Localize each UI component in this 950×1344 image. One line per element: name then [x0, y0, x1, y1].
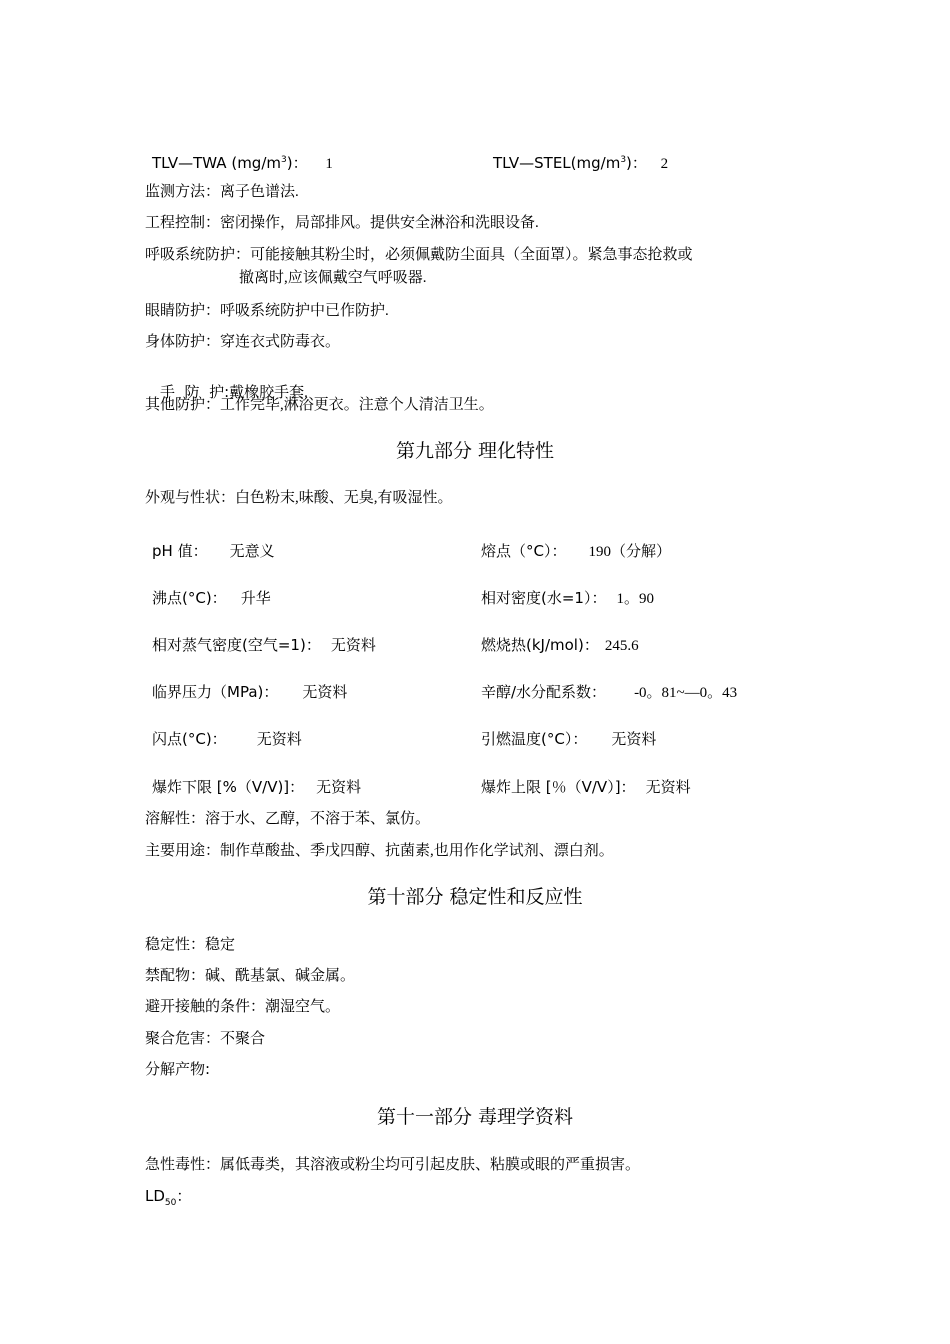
body-protection: 身体防护：穿连衣式防毒衣。 [145, 332, 341, 350]
explosion-upper-limit: 爆炸上限 [％（V/V）]： 无资料 [481, 778, 691, 796]
tlv-stel-value: 2 [660, 156, 669, 172]
respiratory-protection: 呼吸系统防护：可能接触其粉尘时，必须佩戴防尘面具（全面罩）。紧急事态抢救或 [145, 245, 693, 263]
tlv-twa-label: TLV—TWA $(mg/m^3)$： [152, 154, 308, 172]
solubility: 溶解性：溶于水、乙醇，不溶于苯、氯仿。 [145, 809, 431, 827]
section-10-title: 第十部分 稳定性和反应性 [367, 886, 583, 908]
tlv-twa-value: 1 [325, 156, 333, 172]
tlv-stel [493, 150, 668, 174]
vapor-density: 相对蒸气密度(空气=1)： 无资料 [152, 636, 376, 654]
relative-density: 相对密度(水=1）： 1。90 [481, 589, 654, 607]
appearance: 外观与性状：白色粉末,味酸、无臭,有吸湿性。 [145, 488, 453, 506]
section-9-title: 第九部分 理化特性 [395, 440, 555, 462]
stability: 稳定性：稳定 [145, 935, 236, 953]
boiling-point: 沸点(°C)： 升华 [152, 589, 271, 607]
respiratory-protection-cont: 撤离时,应该佩戴空气呼吸器. [239, 270, 427, 286]
incompatible-materials: 禁配物：碱、酰基氯、碱金属。 [145, 966, 356, 984]
section-11-title: 第十一部分 毒理学资料 [376, 1106, 574, 1128]
flash-point: 闪点(°C)： 无资料 [152, 730, 302, 748]
main-usage: 主要用途：制作草酸盐、季戊四醇、抗菌素,也用作化学试剂、漂白剂。 [145, 841, 614, 859]
hand-protection: 手 防 护:戴橡胶手套. [160, 383, 308, 401]
decomposition-products: 分解产物: [145, 1060, 211, 1078]
explosion-lower-limit: 爆炸下限 [%（V/V)]： 无资料 [152, 778, 362, 796]
ld50: $LD_{50}$： [145, 1187, 192, 1208]
polymerization-hazard: 聚合危害：不聚合 [145, 1029, 266, 1047]
critical-pressure: 临界压力（MPa)： 无资料 [152, 683, 348, 701]
ignition-temperature: 引燃温度(°C）： 无资料 [481, 730, 657, 748]
engineering-control: 工程控制：密闭操作，局部排风。提供安全淋浴和洗眼设备. [145, 213, 539, 231]
tlv-stel-label: $TLV—STEL(mg/m^3)$： [493, 154, 647, 172]
partition-coefficient: 辛醇/水分配系数： -0。81~—0。43 [481, 683, 738, 701]
other-protection: 其他防护：工作完毕,淋浴更衣。注意个人清洁卫生。 [145, 395, 494, 413]
acute-toxicity: 急性毒性：属低毒类，其溶液或粉尘均可引起皮肤、粘膜或眼的严重损害。 [145, 1155, 641, 1173]
ph-value: pH 值： 无意义 [152, 542, 275, 560]
melting-point: 熔点（°C）： 190（分解） [481, 542, 671, 560]
monitoring-method: 监测方法：离子色谱法. [145, 182, 299, 200]
conditions-to-avoid: 避开接触的条件：潮湿空气。 [145, 997, 341, 1015]
eye-protection: 眼睛防护：呼吸系统防护中已作防护. [145, 301, 389, 319]
heat-of-combustion: 燃烧热(kJ/mol)： 245.6 [481, 636, 639, 654]
tlv-twa [152, 150, 333, 174]
